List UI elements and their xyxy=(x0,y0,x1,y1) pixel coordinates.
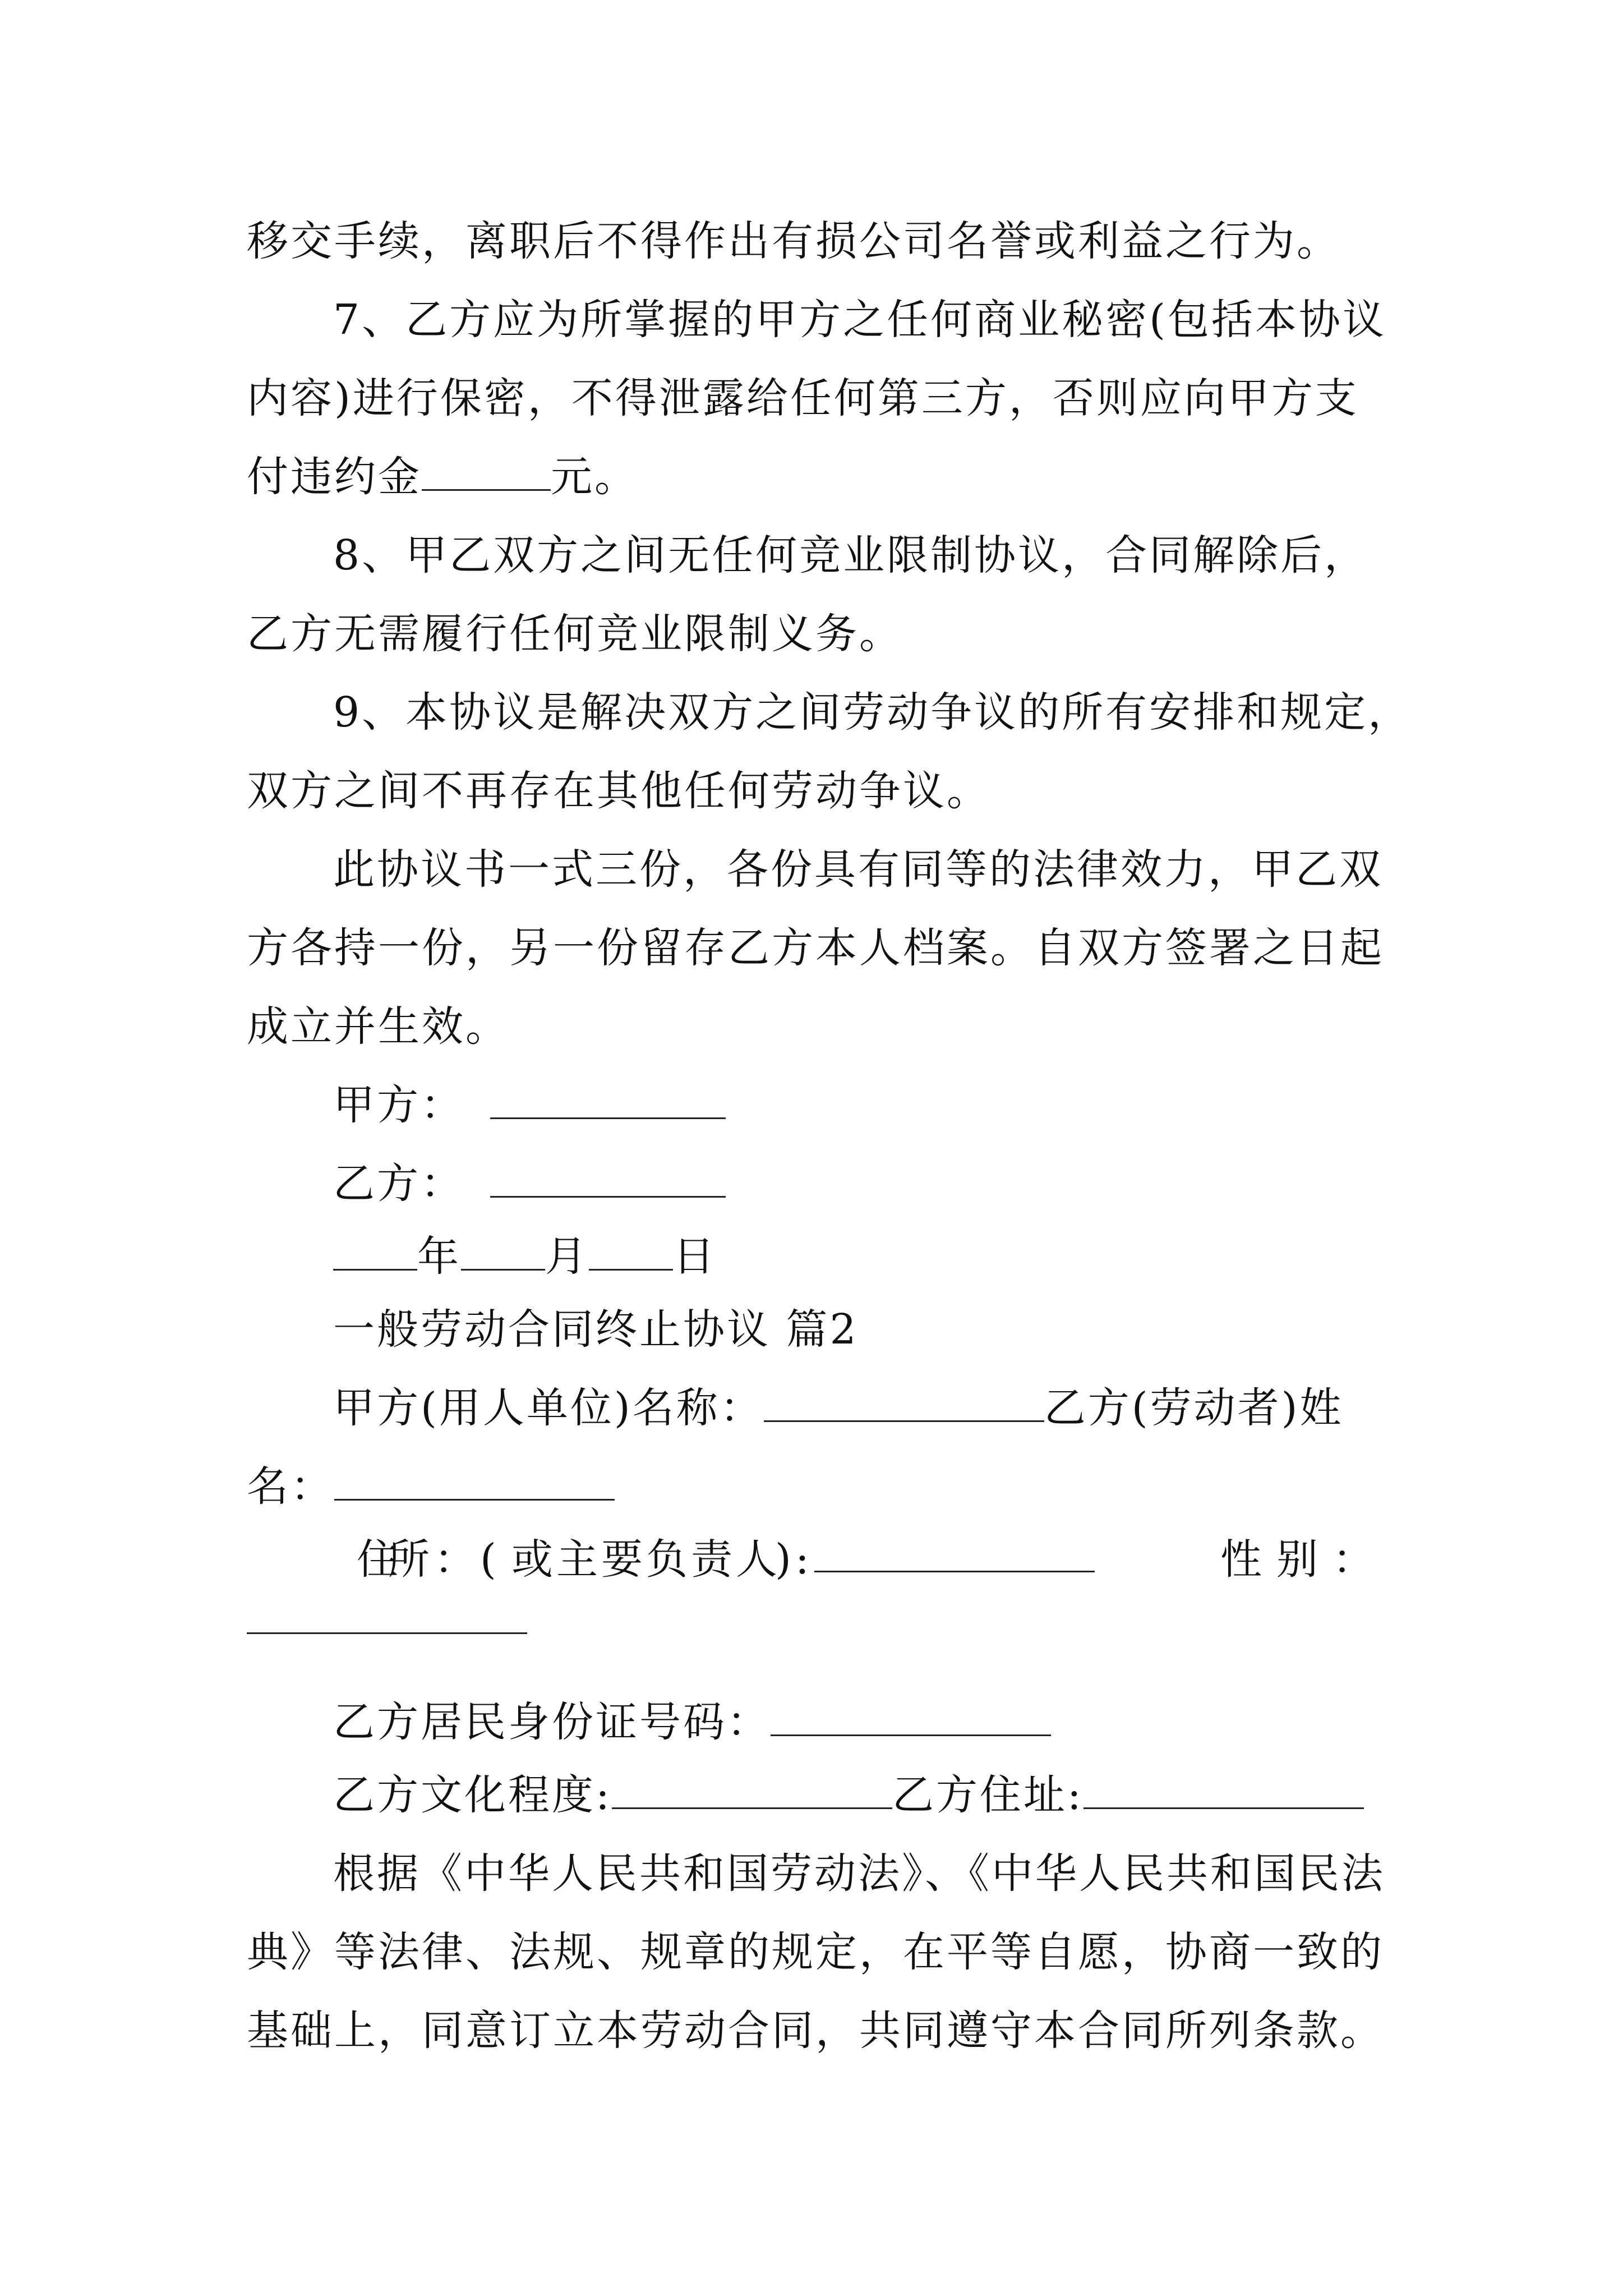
id-number-line xyxy=(333,1694,1477,1750)
party-a-signature-line xyxy=(333,1077,1477,1133)
basis-line-2 xyxy=(247,1924,1391,1980)
text: 或 xyxy=(511,1535,553,1584)
text: 所 xyxy=(388,1535,430,1584)
text: 元。 xyxy=(551,453,638,501)
party-b-signature-line xyxy=(333,1156,1477,1212)
party-b-label: 乙方： xyxy=(333,1159,464,1208)
text: 根据《中华人民共和国劳动法》、《中华人民共和国民法 xyxy=(333,1849,1385,1898)
text: 内容)进行保密，不得泄露给任何第三方，否则应向甲方支 xyxy=(247,374,1359,422)
text: 9、本协议是解决双方之间劳动争议的所有安排和规定， xyxy=(333,688,1412,737)
closing-line-1 xyxy=(333,841,1477,898)
clause-7-line-2 xyxy=(247,370,1391,426)
basis-line-1 xyxy=(333,1846,1477,1902)
text: : xyxy=(795,1535,809,1584)
party-a-blank xyxy=(490,1078,726,1119)
text: 移交手续，离职后不得作出有损公司名誉或利益之行为。 xyxy=(247,217,1340,265)
residence-blank xyxy=(814,1531,1095,1572)
text: 一般劳动合同终止协议 篇2 xyxy=(333,1305,859,1354)
section-title xyxy=(333,1301,1477,1358)
text: ( xyxy=(480,1535,496,1584)
text: 名： xyxy=(247,1462,334,1511)
clause-8-line-2 xyxy=(247,606,1391,662)
text: ： xyxy=(1332,1535,1374,1584)
text: 乙方(劳动者)姓 xyxy=(1044,1384,1344,1432)
text: 责 xyxy=(691,1535,732,1584)
text: 甲方(用人单位)名称： xyxy=(333,1384,764,1432)
closing-line-3 xyxy=(247,999,1391,1055)
penalty-amount-blank xyxy=(422,450,551,491)
education-blank xyxy=(612,1768,892,1809)
employee-name-blank xyxy=(334,1460,615,1501)
text: 此协议书一式三份，各份具有同等的法律效力，甲乙双 xyxy=(333,845,1383,894)
text: 付违约金 xyxy=(247,453,422,501)
date-line xyxy=(333,1228,1477,1285)
text: 住 xyxy=(357,1535,398,1584)
text: 典》等法律、法规、规章的规定，在平等自愿，协商一致的 xyxy=(247,1928,1384,1976)
education-address-line xyxy=(333,1767,1477,1823)
text: ： xyxy=(434,1535,476,1584)
employer-name-blank xyxy=(764,1381,1044,1422)
year-label: 年 xyxy=(417,1232,461,1281)
text: 7、乙方应为所掌握的甲方之任何商业秘密(包括本协议 xyxy=(333,296,1386,344)
employee-name-line xyxy=(247,1458,1391,1515)
employer-name-line xyxy=(333,1380,1477,1436)
text: 成立并生效。 xyxy=(247,1002,509,1051)
month-label: 月 xyxy=(545,1232,589,1281)
paragraph-line xyxy=(247,213,1391,269)
text: 乙方文化程度: xyxy=(333,1771,612,1819)
text: 乙方居民身份证号码： xyxy=(333,1698,771,1746)
text: 乙方住址: xyxy=(892,1771,1083,1819)
basis-line-3 xyxy=(247,2003,1391,2059)
clause-7-line-1 xyxy=(333,292,1477,348)
gender-blank xyxy=(247,1632,527,1634)
text: ) xyxy=(775,1535,791,1584)
address-blank xyxy=(1083,1768,1364,1809)
day-label: 日 xyxy=(673,1232,717,1281)
text: 方各持一份，另一份留存乙方本人档案。自双方签署之日起 xyxy=(247,924,1384,972)
id-number-blank xyxy=(771,1695,1051,1736)
text: 性 xyxy=(1220,1535,1262,1584)
party-a-label: 甲方： xyxy=(333,1081,464,1129)
text: 别 xyxy=(1276,1535,1318,1584)
text: 双方之间不再存在其他任何劳动争议。 xyxy=(247,767,990,815)
party-b-blank xyxy=(490,1157,726,1198)
address-gender-line xyxy=(357,1531,1389,1588)
text: 主 xyxy=(556,1535,598,1584)
clause-9-line-2 xyxy=(247,763,1391,819)
text: 要 xyxy=(601,1535,643,1584)
clause-9-line-1 xyxy=(333,684,1477,740)
day-blank xyxy=(589,1230,673,1271)
year-blank xyxy=(333,1230,417,1271)
clause-8-line-1 xyxy=(333,527,1477,583)
clause-7-line-3 xyxy=(247,449,1391,505)
text: 8、甲乙双方之间无任何竞业限制协议，合同解除后， xyxy=(333,531,1368,579)
text: 乙方无需履行任何竞业限制义务。 xyxy=(247,610,903,658)
text: 人 xyxy=(736,1535,777,1584)
closing-line-2 xyxy=(247,920,1391,976)
month-blank xyxy=(461,1230,545,1271)
text: 负 xyxy=(646,1535,688,1584)
text: 基础上，同意订立本劳动合同，共同遵守本合同所列条款。 xyxy=(247,2007,1384,2055)
